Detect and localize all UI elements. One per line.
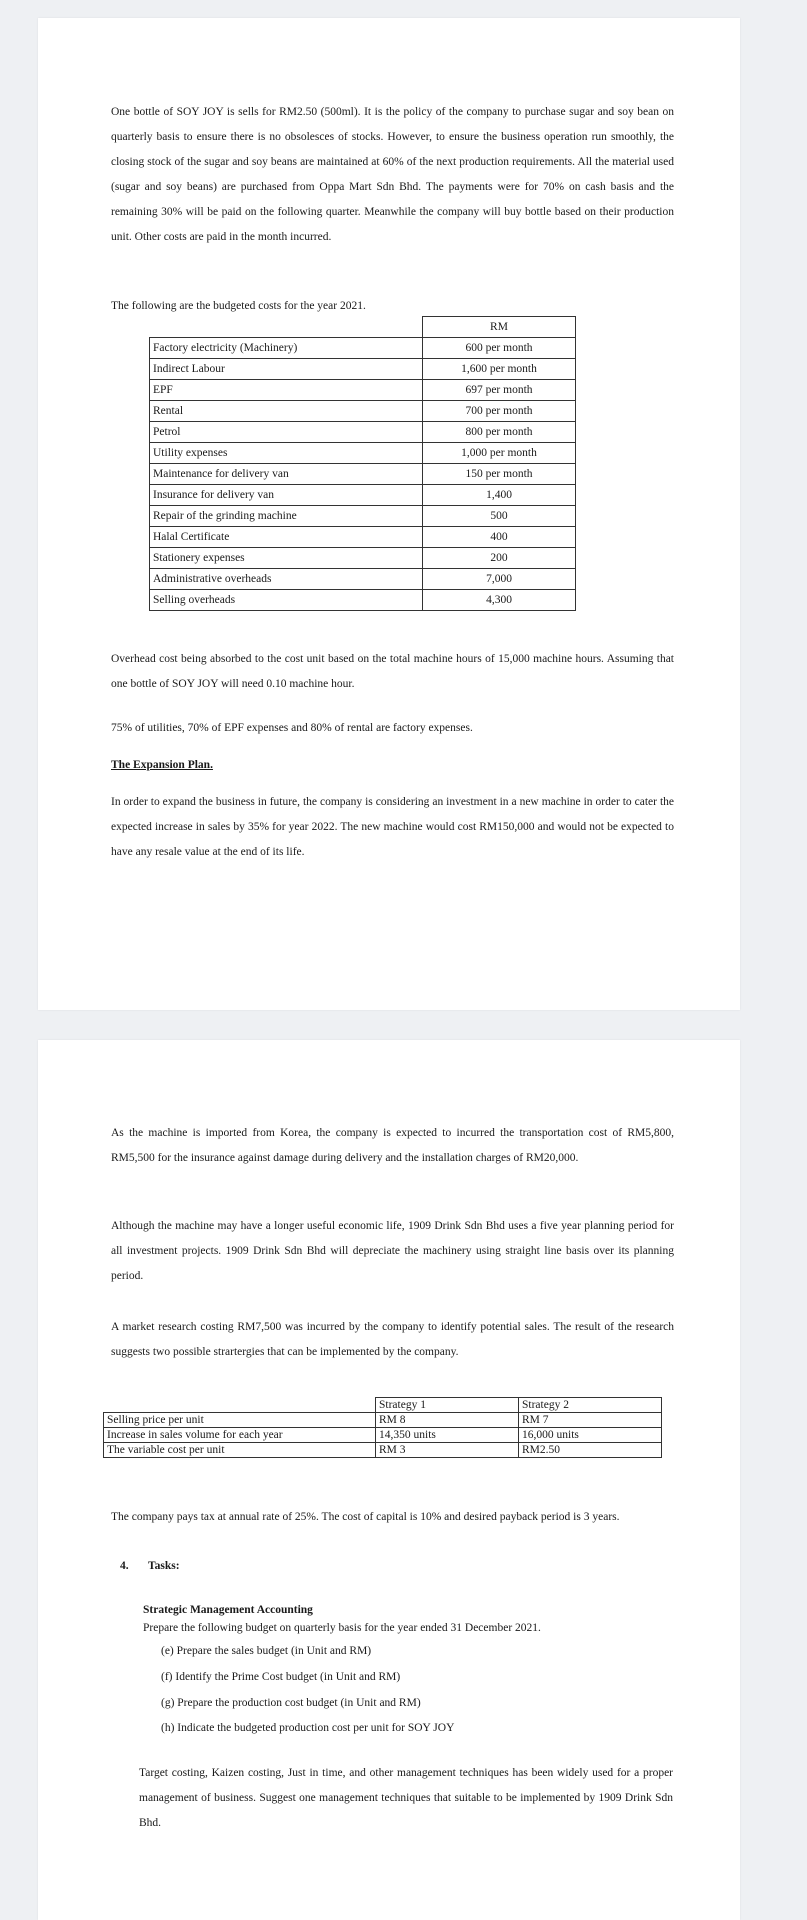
cost-amount: 800 per month — [423, 422, 576, 443]
management-techniques-paragraph: Target costing, Kaizen costing, Just in time, and other management techniques has been widely used for a proper management of business. Suggest one management techniques that suitable to be implemented by 1909 Drink Sdn Bhd. — [139, 1767, 673, 1829]
task-item: (f) Identify the Prime Cost budget (in Unit and RM) — [161, 1671, 401, 1683]
table-row — [150, 527, 576, 548]
sma-intro: Prepare the following budget on quarterly basis for the year ended 31 December 2021. — [143, 1622, 541, 1634]
cost-item: Maintenance for delivery van — [150, 464, 423, 485]
intro-paragraph: One bottle of SOY JOY is sells for RM2.50 (500ml). It is the policy of the company to purchase sugar and soy bean on quarterly basis to ensure there is no obsolesces of stocks. However, to ensure the business operation run smoothly, the closing stock of the sugar and soy beans are maintained at 60% of the next production requirements. All the material used (sugar and soy beans) are purchased from Oppa Mart Sdn Bhd. The payments were for 70% on cash basis and the remaining 30% will be paid on the following quarter. Meanwhile the company will buy bottle based on their production unit. Other costs are paid in the month incurred. — [111, 106, 674, 243]
strategy-1-header: Strategy 1 — [376, 1398, 519, 1413]
strategy-1-value: 14,350 units — [376, 1428, 519, 1443]
cost-item: Stationery expenses — [150, 548, 423, 569]
strategy-2-header: Strategy 2 — [519, 1398, 662, 1413]
cost-amount: 1,600 per month — [423, 359, 576, 380]
overhead-note: Overhead cost being absorbed to the cost unit based on the total machine hours of 15,000 machine hours. Assuming that one bottle of SOY JOY will need 0.10 machine hour. — [111, 653, 674, 690]
cost-amount: 4,300 — [423, 590, 576, 611]
task-item: (g) Prepare the production cost budget (in Unit and RM) — [161, 1697, 421, 1709]
cost-table-header: RM — [423, 317, 576, 338]
cost-amount: 1,400 — [423, 485, 576, 506]
cost-amount: 150 per month — [423, 464, 576, 485]
strategy-2-value: 16,000 units — [519, 1428, 662, 1443]
table-row — [150, 338, 576, 359]
planning-period-paragraph: Although the machine may have a longer useful economic life, 1909 Drink Sdn Bhd uses a five year planning period for all investment projects. 1909 Drink Sdn Bhd will depreciate the machinery using straight line basis over its planning period. — [111, 1220, 674, 1282]
cost-amount: 500 — [423, 506, 576, 527]
table-row — [150, 548, 576, 569]
table-row — [150, 422, 576, 443]
strategy-row-label: Increase in sales volume for each year — [104, 1428, 376, 1443]
cost-item: Administrative overheads — [150, 569, 423, 590]
table-row — [150, 359, 576, 380]
strategy-2-value: RM 7 — [519, 1413, 662, 1428]
cost-item: Selling overheads — [150, 590, 423, 611]
table-row — [150, 485, 576, 506]
expansion-paragraph: In order to expand the business in future, the company is considering an investment in a new machine in order to cater the expected increase in sales by 35% for year 2022. The new machine would cost RM150,000 and would not be expected to have any resale value at the end of its life. — [111, 796, 674, 858]
tasks-number: 4. — [120, 1560, 129, 1572]
table-row — [150, 380, 576, 401]
cost-item: Factory electricity (Machinery) — [150, 338, 423, 359]
cost-item: Halal Certificate — [150, 527, 423, 548]
table-row — [104, 1413, 662, 1428]
strategy-1-value: RM 8 — [376, 1413, 519, 1428]
cost-item: Rental — [150, 401, 423, 422]
strategy-table — [103, 1397, 662, 1458]
cost-item: Indirect Labour — [150, 359, 423, 380]
strategy-2-value: RM2.50 — [519, 1443, 662, 1458]
cost-item: Repair of the grinding machine — [150, 506, 423, 527]
cost-item: Petrol — [150, 422, 423, 443]
strategy-row-label: The variable cost per unit — [104, 1443, 376, 1458]
table-row — [150, 443, 576, 464]
market-research-paragraph: A market research costing RM7,500 was incurred by the company to identify potential sales. The result of the research suggests two possible strartergies that can be implemented by the company. — [111, 1321, 674, 1358]
tasks-heading: Tasks: — [148, 1560, 180, 1572]
cost-amount: 7,000 — [423, 569, 576, 590]
table-row — [150, 506, 576, 527]
cost-amount: 1,000 per month — [423, 443, 576, 464]
cost-item: EPF — [150, 380, 423, 401]
table-row — [150, 569, 576, 590]
cost-amount: 400 — [423, 527, 576, 548]
cost-item: Utility expenses — [150, 443, 423, 464]
task-item: (e) Prepare the sales budget (in Unit and RM) — [161, 1645, 372, 1657]
cost-amount: 700 per month — [423, 401, 576, 422]
cost-amount: 200 — [423, 548, 576, 569]
table-row — [104, 1443, 662, 1458]
sma-heading: Strategic Management Accounting — [143, 1604, 313, 1616]
task-item: (h) Indicate the budgeted production cost per unit for SOY JOY — [161, 1722, 455, 1734]
tax-paragraph: The company pays tax at annual rate of 25%. The cost of capital is 10% and desired payback period is 3 years. — [111, 1511, 620, 1523]
cost-amount: 600 per month — [423, 338, 576, 359]
strategy-header-row — [104, 1398, 662, 1413]
cost-item: Insurance for delivery van — [150, 485, 423, 506]
table-row — [150, 590, 576, 611]
table-row — [150, 401, 576, 422]
factory-expense-note: 75% of utilities, 70% of EPF expenses and 80% of rental are factory expenses. — [111, 722, 473, 734]
import-cost-paragraph: As the machine is imported from Korea, the company is expected to incurred the transportation cost of RM5,800, RM5,500 for the insurance against damage during delivery and the installation charges of RM20,000. — [111, 1127, 674, 1164]
table-row — [104, 1428, 662, 1443]
expansion-heading: The Expansion Plan. — [111, 759, 213, 771]
table-row — [150, 464, 576, 485]
budget-intro: The following are the budgeted costs for the year 2021. — [111, 300, 366, 312]
cost-amount: 697 per month — [423, 380, 576, 401]
budgeted-costs-table — [149, 316, 576, 611]
strategy-row-label: Selling price per unit — [104, 1413, 376, 1428]
strategy-1-value: RM 3 — [376, 1443, 519, 1458]
cost-table-header-row — [150, 317, 576, 338]
